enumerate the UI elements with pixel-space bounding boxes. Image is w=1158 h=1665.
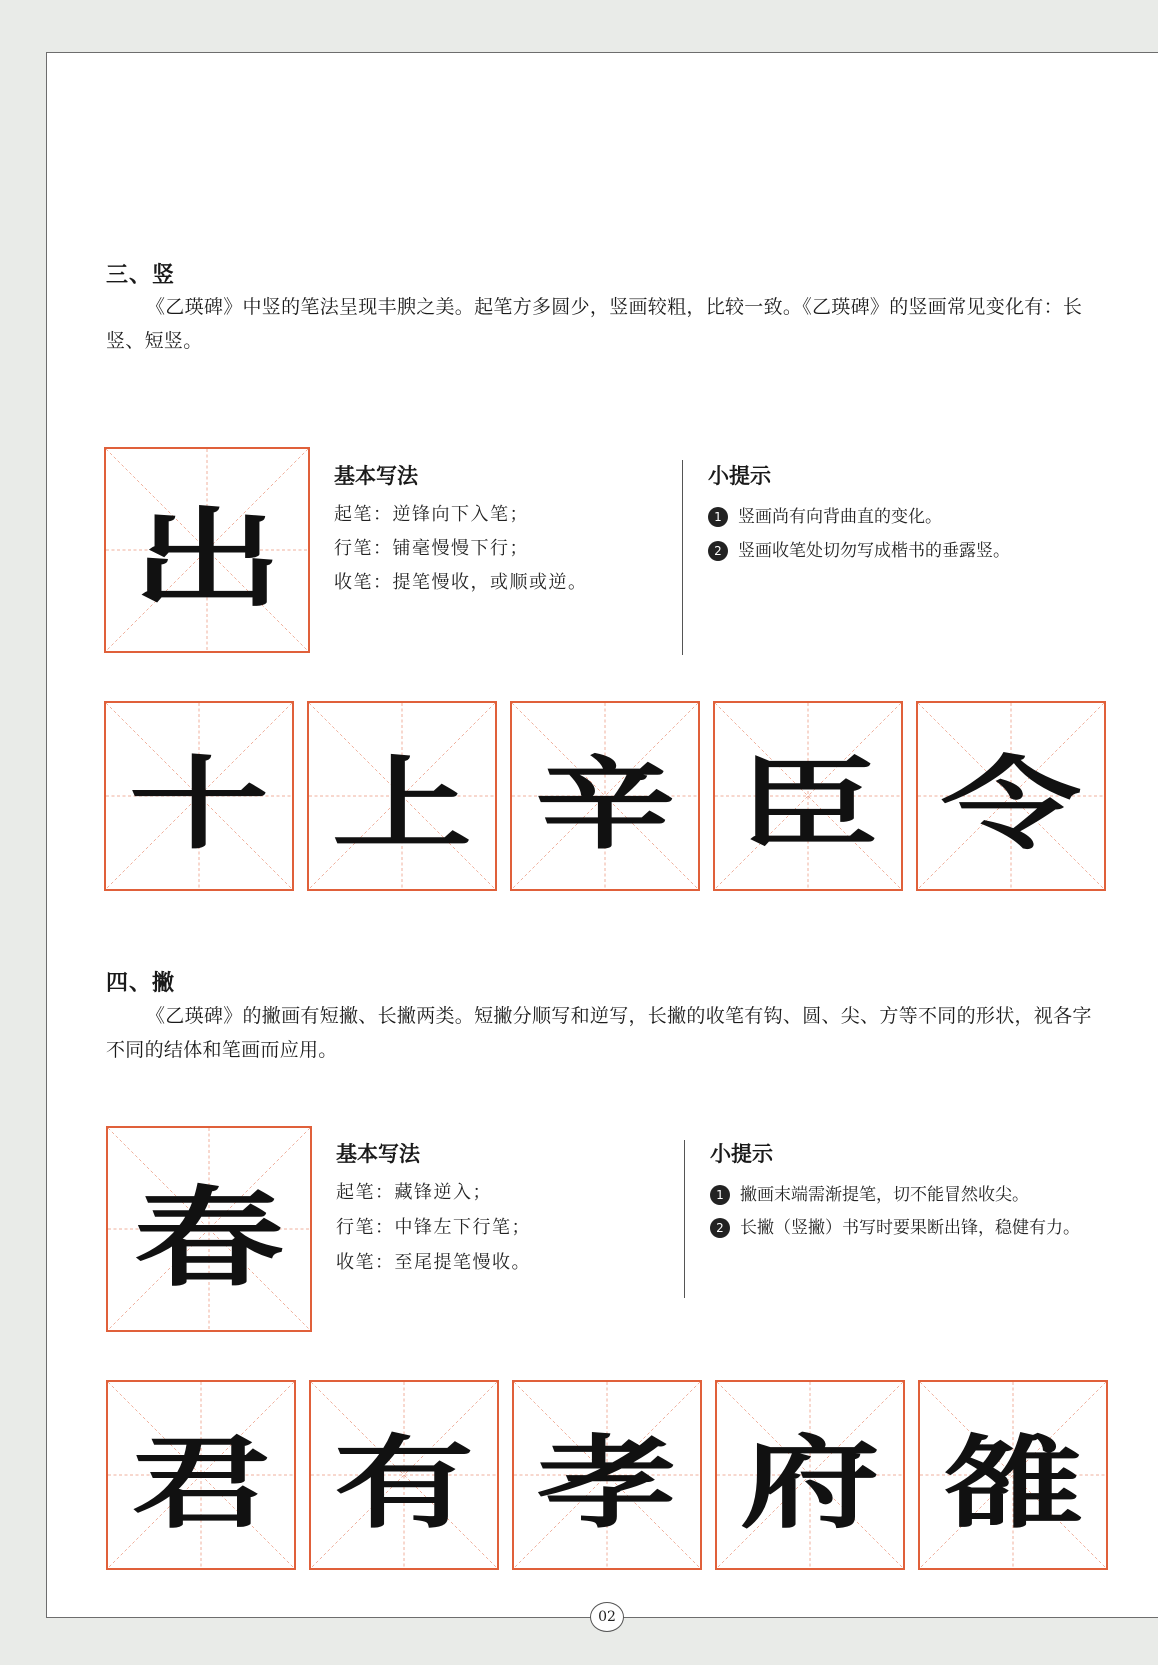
section3-demo-char: 出: [131, 496, 282, 623]
section4-divider: [684, 1140, 685, 1298]
section3-method-line: 起笔：逆锋向下入笔；: [334, 504, 529, 525]
section3-method-title: 基本写法: [334, 464, 418, 488]
example-char: 令: [940, 745, 1081, 864]
section4-paragraph: 《乙瑛碑》的撇画有短撇、长撇两类。短撇分顺写和逆写，长撇的收笔有钩、圆、尖、方等不同的形状，视各字不同的结体和笔画而应用。: [106, 1005, 1092, 1061]
section4-example-grid: [715, 1380, 905, 1570]
section4-example-grid: [512, 1380, 702, 1570]
section3-example-grid: [713, 701, 903, 891]
section3-example-grid: [104, 701, 294, 891]
tip-number-icon: 1: [708, 507, 728, 527]
section3-heading: 三、竖: [106, 263, 176, 288]
example-char: 十: [128, 745, 269, 864]
page-number: 02: [590, 1602, 624, 1632]
section4-example-grid: [918, 1380, 1108, 1570]
section4-example-grid: [106, 1380, 296, 1570]
section4-demo-char: 春: [133, 1175, 284, 1302]
section3-tip: 1 竖画尚有向背曲直的变化。: [708, 502, 942, 527]
example-char: 有: [333, 1424, 474, 1543]
section3-example-grid: [307, 701, 497, 891]
section4-example-grid: [309, 1380, 499, 1570]
section3-divider: [682, 460, 683, 655]
tip-number-icon: 2: [710, 1218, 730, 1238]
example-char: 臣: [737, 745, 878, 864]
section4-demo-grid: [106, 1126, 312, 1332]
example-char: 孝: [536, 1424, 677, 1543]
tip-number-icon: 1: [710, 1185, 730, 1205]
section3-paragraph: 《乙瑛碑》中竖的笔法呈现丰腴之美。起笔方多圆少，竖画较粗，比较一致。《乙瑛碑》的竖画常见变化有：长竖、短竖。: [106, 296, 1083, 352]
section4-method-line: 起笔：藏锋逆入；: [336, 1182, 492, 1203]
example-char: 辛: [534, 745, 675, 864]
example-char: 雒: [942, 1424, 1083, 1543]
section3-tip: 2 竖画收笔处切勿写成楷书的垂露竖。: [708, 536, 1010, 561]
example-char: 君: [130, 1424, 271, 1543]
section4-method-line: 收笔：至尾提笔慢收。: [336, 1252, 531, 1273]
section4-method-title: 基本写法: [336, 1142, 420, 1166]
section4-heading: 四、撇: [106, 971, 176, 996]
section4-tip: 1 撇画末端需渐提笔，切不能冒然收尖。: [710, 1180, 1029, 1205]
section3-example-grid: [510, 701, 700, 891]
example-char: 上: [331, 745, 472, 864]
section3-method-line: 行笔：铺毫慢慢下行；: [334, 538, 529, 559]
tip-number-icon: 2: [708, 541, 728, 561]
section3-tips-title: 小提示: [708, 464, 771, 488]
section3-method-line: 收笔：提笔慢收，或顺或逆。: [334, 572, 588, 593]
section4-tips-title: 小提示: [710, 1142, 773, 1166]
example-char: 府: [739, 1424, 880, 1543]
section4-tip: 2 长撇（竖撇）书写时要果断出锋，稳健有力。: [710, 1213, 1080, 1238]
section4-method-line: 行笔：中锋左下行笔；: [336, 1217, 531, 1238]
section3-example-grid: [916, 701, 1106, 891]
section3-demo-grid: [104, 447, 310, 653]
